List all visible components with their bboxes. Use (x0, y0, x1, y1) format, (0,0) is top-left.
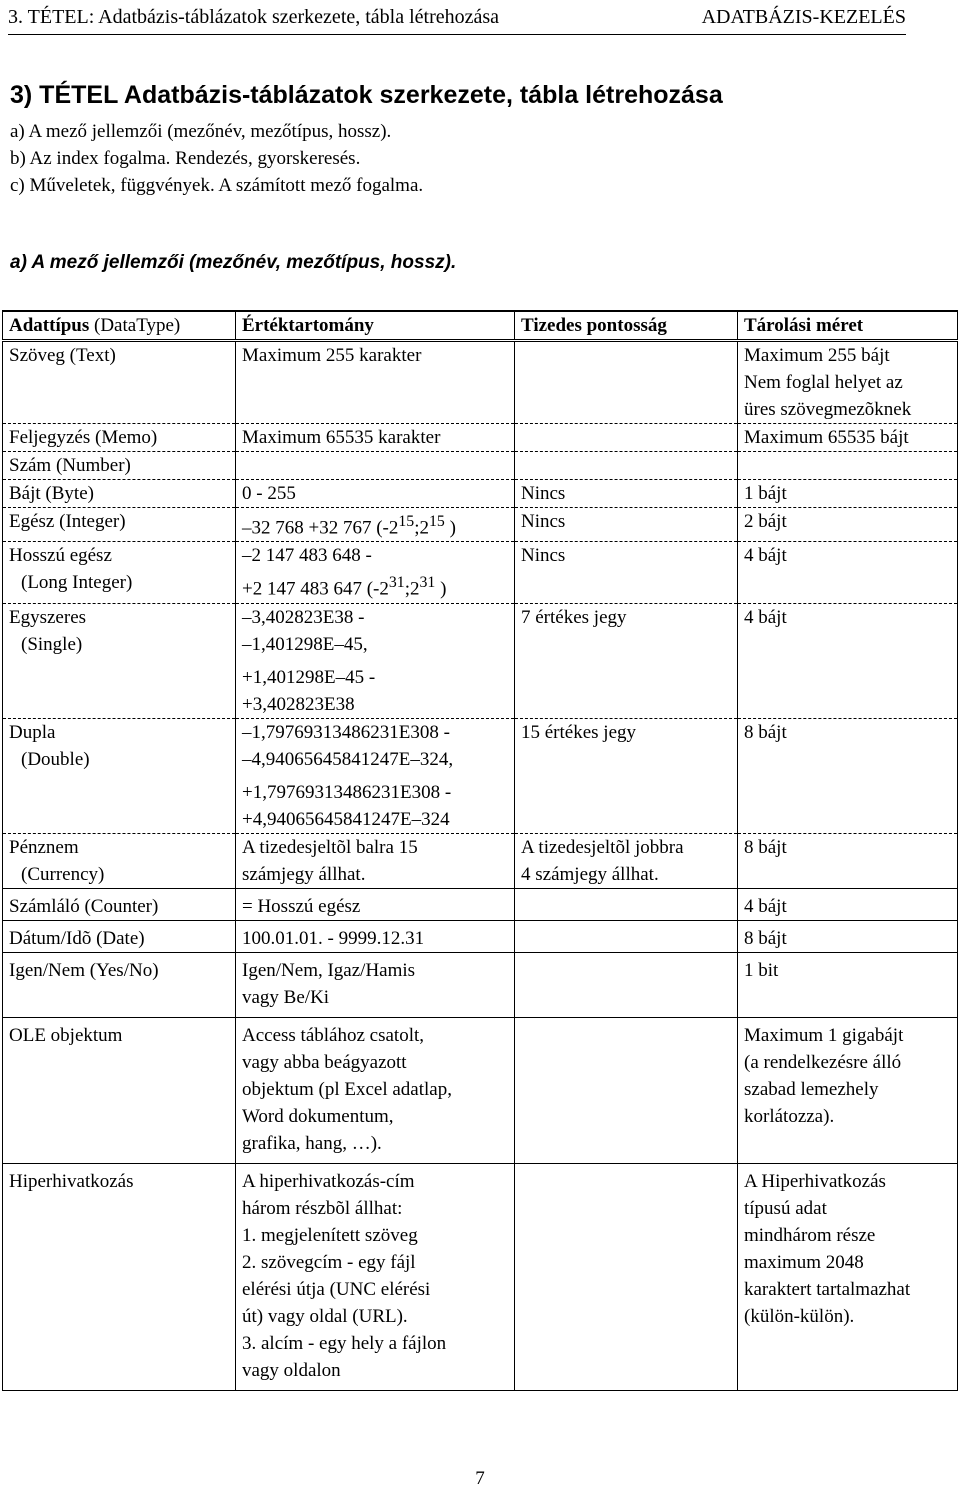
table-row: Számláló (Counter) = Hosszú egész 4 bájt (3, 888, 958, 920)
table-row: Egyszeres (Single) –3,402823E38 - –1,401298E–45, +1,401298E–45 - +3,402823E38 7 értékes jegy 4 bájt (3, 603, 958, 718)
table-row: Igen/Nem (Yes/No) Igen/Nem, Igaz/Hamis vagy Be/Ki 1 bit (3, 952, 958, 1017)
table-row: Hosszú egész (Long Integer) –2 147 483 648 - +2 147 483 647 ($-2^{31};2^{31}$ ) Nincs 4 bájt (3, 542, 958, 603)
table-row: Feljegyzés (Memo) Maximum 65535 karakter Maximum 65535 bájt (3, 424, 958, 452)
table-row: OLE objektum Access táblához csatolt, vagy abba beágyazott objektum (pl Excel adatlap, Word dokumentum, grafika, hang, …). Maximum 1 gigabájt (a rendelkezésre álló szabad lemezhely korlátozza). (3, 1017, 958, 1163)
table-row: Szám (Number) (3, 452, 958, 480)
list-item: a) A mező jellemzői (mezőnév, mezőtípus, hossz). (10, 121, 392, 142)
header-right: ADATBÁZIS-KEZELÉS (701, 6, 906, 28)
table-row: Pénznem (Currency) A tizedesjeltõl balra 15 számjegy állhat. A tizedesjeltõl jobbra 4 számjegy állhat. 8 bájt (3, 833, 958, 888)
list-item: c) Műveletek, függvények. A számított mező fogalma. (10, 175, 424, 196)
header-size: Tárolási méret (738, 311, 958, 341)
header-precision: Tizedes pontosság (515, 311, 738, 341)
table-header-row (3, 311, 958, 341)
header-range: Értéktartomány (236, 311, 515, 341)
table-row: Bájt (Byte) 0 - 255 Nincs 1 bájt (3, 480, 958, 508)
header-datatype: Adattípus (DataType) (3, 311, 236, 341)
running-header (8, 4, 906, 35)
datatype-table (2, 310, 958, 1391)
table-row: Dátum/Idõ (Date) 100.01.01. - 9999.12.31 8 bájt (3, 920, 958, 952)
table-row: Egész (Integer) –32 768 +32 767 ($-2^{15};2^{15}$ ) Nincs 2 bájt (3, 508, 958, 542)
table-row: Szöveg (Text) Maximum 255 karakter Maximum 255 bájt Nem foglal helyet az üres szövegmezõknek (3, 341, 958, 424)
table-row: Dupla (Double) –1,79769313486231E308 - –4,94065645841247E–324, +1,79769313486231E308 - +4,94065645841247E–324 15 értékes jegy 8 bájt (3, 718, 958, 833)
table-row: Hiperhivatkozás A hiperhivatkozás-cím három részbõl állhat: 1. megjelenített szöveg 2. szövegcím - egy fájl elérési útja (UNC elérési út) vagy oldal (URL). 3. alcím - egy hely a fájlon vagy oldalon A Hiperhivatkozás típusú adat mindhárom része maximum 2048 karaktert tartalmazhat (külön-külön). (3, 1163, 958, 1390)
page-number: 7 (475, 1468, 485, 1489)
section-heading: a) A mező jellemzői (mezőnév, mezőtípus, hossz). (10, 252, 457, 273)
topic-list (10, 118, 423, 199)
list-item: b) Az index fogalma. Rendezés, gyorskeresés. (10, 148, 361, 169)
page-title: 3) TÉTEL Adatbázis-táblázatok szerkezete, tábla létrehozása (10, 81, 723, 109)
header-left: 3. TÉTEL: Adatbázis-táblázatok szerkezete, tábla létrehozása (8, 6, 500, 28)
